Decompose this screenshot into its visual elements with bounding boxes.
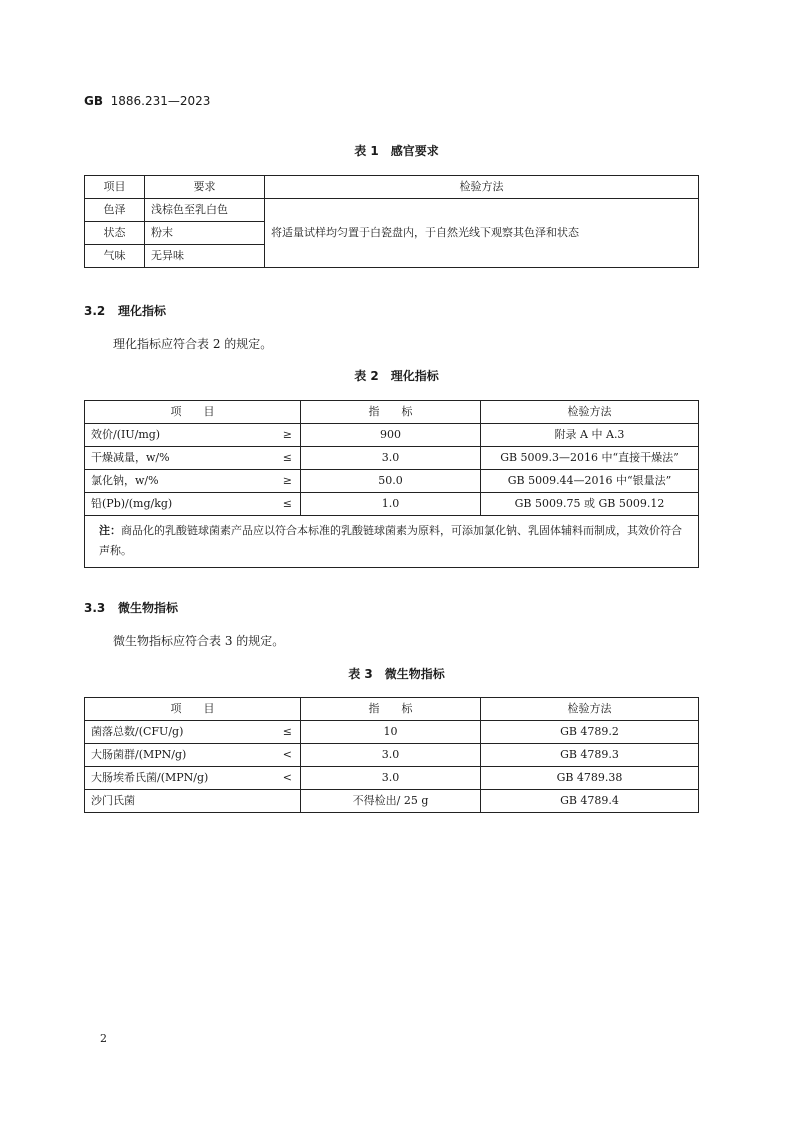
- column-header: 检验方法: [481, 401, 699, 424]
- table-header-row: [85, 698, 699, 721]
- table3-caption: 表 3 微生物指标: [348, 667, 445, 681]
- table1: [84, 175, 699, 268]
- table2: [84, 400, 699, 568]
- section-number: 3.3: [84, 601, 106, 615]
- column-header: 检验方法: [265, 176, 699, 199]
- table2-caption: 表 2 理化指标: [354, 369, 439, 383]
- column-header: 指 标: [301, 401, 481, 424]
- method-cell: GB 5009.44—2016 中“银量法”: [481, 470, 699, 493]
- comparison-symbol: <: [282, 771, 292, 784]
- value-cell: 50.0: [301, 470, 481, 493]
- table-row: [85, 470, 699, 493]
- table-row: [85, 721, 699, 744]
- standard-number: 1886.231—2023: [110, 94, 211, 108]
- requirement-cell: 浅棕色至乳白色: [145, 199, 265, 222]
- table-header-row: [85, 401, 699, 424]
- section-number: 3.2: [84, 304, 106, 318]
- document-header: [84, 94, 210, 108]
- table-note: [85, 516, 699, 568]
- table-row: [85, 199, 699, 222]
- value-cell: 3.0: [301, 447, 481, 470]
- item-label: 沙门氏菌: [91, 794, 135, 807]
- table-row: [85, 744, 699, 767]
- value-cell: 3.0: [301, 767, 481, 790]
- requirement-cell: 粉末: [145, 222, 265, 245]
- requirement-cell: 无异味: [145, 245, 265, 268]
- comparison-symbol: ≥: [282, 474, 292, 487]
- comparison-symbol: ≥: [282, 428, 292, 441]
- item-label: 大肠菌群/(MPN/g): [91, 748, 187, 761]
- section-title: 微生物指标: [118, 601, 179, 615]
- comparison-symbol: ≤: [282, 497, 292, 510]
- comparison-symbol: <: [282, 748, 292, 761]
- note-label: 注：: [99, 524, 121, 537]
- item-cell: 色泽: [85, 199, 145, 222]
- item-cell: [85, 493, 301, 516]
- value-cell: 不得检出/ 25 g: [301, 790, 481, 813]
- item-label: 铅(Pb)/(mg/kg): [91, 497, 173, 510]
- item-cell: 状态: [85, 222, 145, 245]
- table-row: [85, 493, 699, 516]
- column-header: 项 目: [85, 401, 301, 424]
- table1-caption: 表 1 感官要求: [354, 144, 439, 158]
- table-header-row: [85, 176, 699, 199]
- column-header: 要求: [145, 176, 265, 199]
- table-row: [85, 767, 699, 790]
- item-label: 大肠埃希氏菌/(MPN/g): [91, 771, 209, 784]
- item-cell: [85, 767, 301, 790]
- item-cell: [85, 744, 301, 767]
- method-cell: GB 4789.3: [481, 744, 699, 767]
- column-header: 指 标: [301, 698, 481, 721]
- comparison-symbol: ≤: [282, 725, 292, 738]
- table-row: [85, 790, 699, 813]
- method-cell: GB 4789.2: [481, 721, 699, 744]
- standard-code: GB: [84, 94, 103, 108]
- section-3-2-heading: [84, 302, 166, 319]
- page-number: 2: [100, 1032, 107, 1045]
- value-cell: 900: [301, 424, 481, 447]
- section-3-2-text: 理化指标应符合表 2 的规定。: [113, 337, 273, 351]
- item-label: 效价/(IU/mg): [91, 428, 161, 441]
- method-cell: GB 5009.75 或 GB 5009.12: [481, 493, 699, 516]
- table-note-row: [85, 516, 699, 568]
- table3: [84, 697, 699, 813]
- column-header: 项 目: [85, 698, 301, 721]
- table-row: [85, 424, 699, 447]
- item-cell: 气味: [85, 245, 145, 268]
- item-cell: [85, 447, 301, 470]
- section-3-3-text: 微生物指标应符合表 3 的规定。: [113, 634, 285, 648]
- section-title: 理化指标: [118, 304, 167, 318]
- method-cell: 将适量试样均匀置于白瓷盘内，于自然光线下观察其色泽和状态: [265, 199, 699, 268]
- item-label: 氯化钠，w/%: [91, 474, 159, 487]
- section-3-3-heading: [84, 599, 178, 616]
- item-cell: [85, 721, 301, 744]
- method-cell: GB 4789.4: [481, 790, 699, 813]
- value-cell: 10: [301, 721, 481, 744]
- value-cell: 1.0: [301, 493, 481, 516]
- item-cell: [85, 424, 301, 447]
- method-cell: GB 4789.38: [481, 767, 699, 790]
- method-cell: 附录 A 中 A.3: [481, 424, 699, 447]
- table-row: [85, 447, 699, 470]
- value-cell: 3.0: [301, 744, 481, 767]
- method-cell: GB 5009.3—2016 中“直接干燥法”: [481, 447, 699, 470]
- item-label: 干燥减量，w/%: [91, 451, 170, 464]
- column-header: 检验方法: [481, 698, 699, 721]
- note-text: 商品化的乳酸链球菌素产品应以符合本标准的乳酸链球菌素为原料，可添加氯化钠、乳固体辅料而制成，其效价符合声称。: [99, 524, 682, 557]
- item-cell: [85, 790, 301, 813]
- comparison-symbol: ≤: [282, 451, 292, 464]
- column-header: 项目: [85, 176, 145, 199]
- item-cell: [85, 470, 301, 493]
- item-label: 菌落总数/(CFU/g): [91, 725, 184, 738]
